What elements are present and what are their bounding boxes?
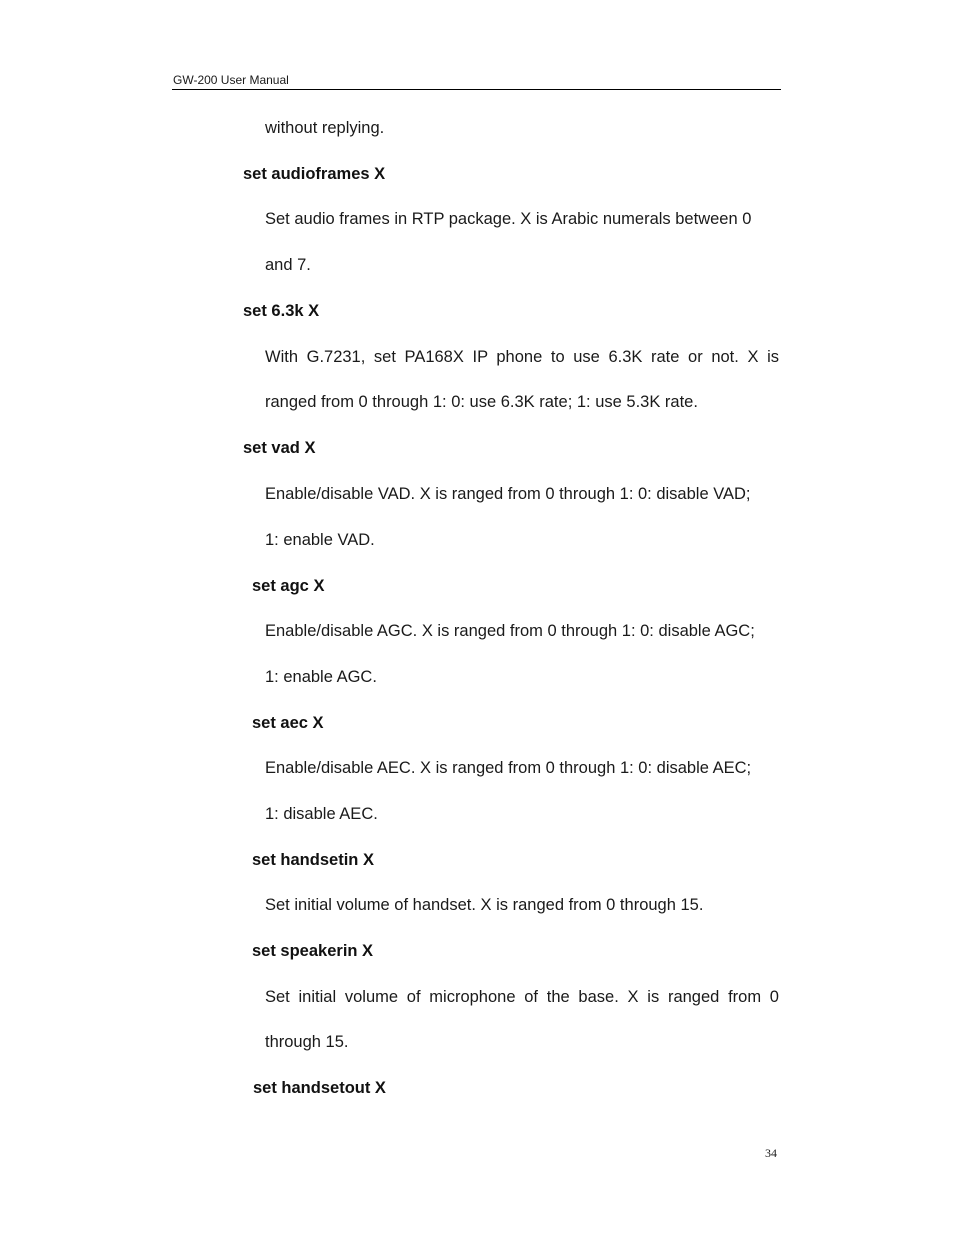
command-handsetout: set handsetout X (253, 1079, 386, 1097)
description-speakerin-line-2: through 15. (265, 1033, 349, 1051)
command-vad: set vad X (243, 439, 316, 457)
command-speakerin: set speakerin X (252, 942, 374, 960)
description-audioframes-line-1: Set audio frames in RTP package. X is Arabic numerals between 0 (265, 210, 752, 228)
description-speakerin-line-1: Set initial volume of microphone of the base. X is ranged from 0 (265, 988, 779, 1006)
description-agc-line-2: 1: enable AGC. (265, 668, 377, 686)
description-vad-line-1: Enable/disable VAD. X is ranged from 0 through 1: 0: disable VAD; (265, 485, 751, 503)
description-6-3k-line-2: ranged from 0 through 1: 0: use 6.3K rate; 1: use 5.3K rate. (265, 393, 698, 411)
command-aec: set aec X (252, 714, 324, 732)
description-vad-line-2: 1: enable VAD. (265, 531, 375, 549)
description-handsetin-line-1: Set initial volume of handset. X is ranged from 0 through 15. (265, 896, 704, 914)
description-aec-line-1: Enable/disable AEC. X is ranged from 0 through 1: 0: disable AEC; (265, 759, 752, 777)
description-audioframes-line-2: and 7. (265, 256, 311, 274)
command-agc: set agc X (252, 577, 325, 595)
description-6-3k-line-1: With G.7231, set PA168X IP phone to use 6.3K rate or not. X is (265, 348, 779, 366)
description-agc-line-1: Enable/disable AGC. X is ranged from 0 through 1: 0: disable AGC; (265, 622, 755, 640)
description-aec-line-2: 1: disable AEC. (265, 805, 378, 823)
command-6-3k: set 6.3k X (243, 302, 320, 320)
page-number: 34 (765, 1146, 777, 1160)
command-handsetin: set handsetin X (252, 851, 374, 869)
header-title: GW-200 User Manual (173, 73, 289, 87)
command-audioframes: set audioframes X (243, 165, 386, 183)
intro-tail-text: without replying. (265, 119, 385, 137)
header-divider (172, 89, 781, 90)
